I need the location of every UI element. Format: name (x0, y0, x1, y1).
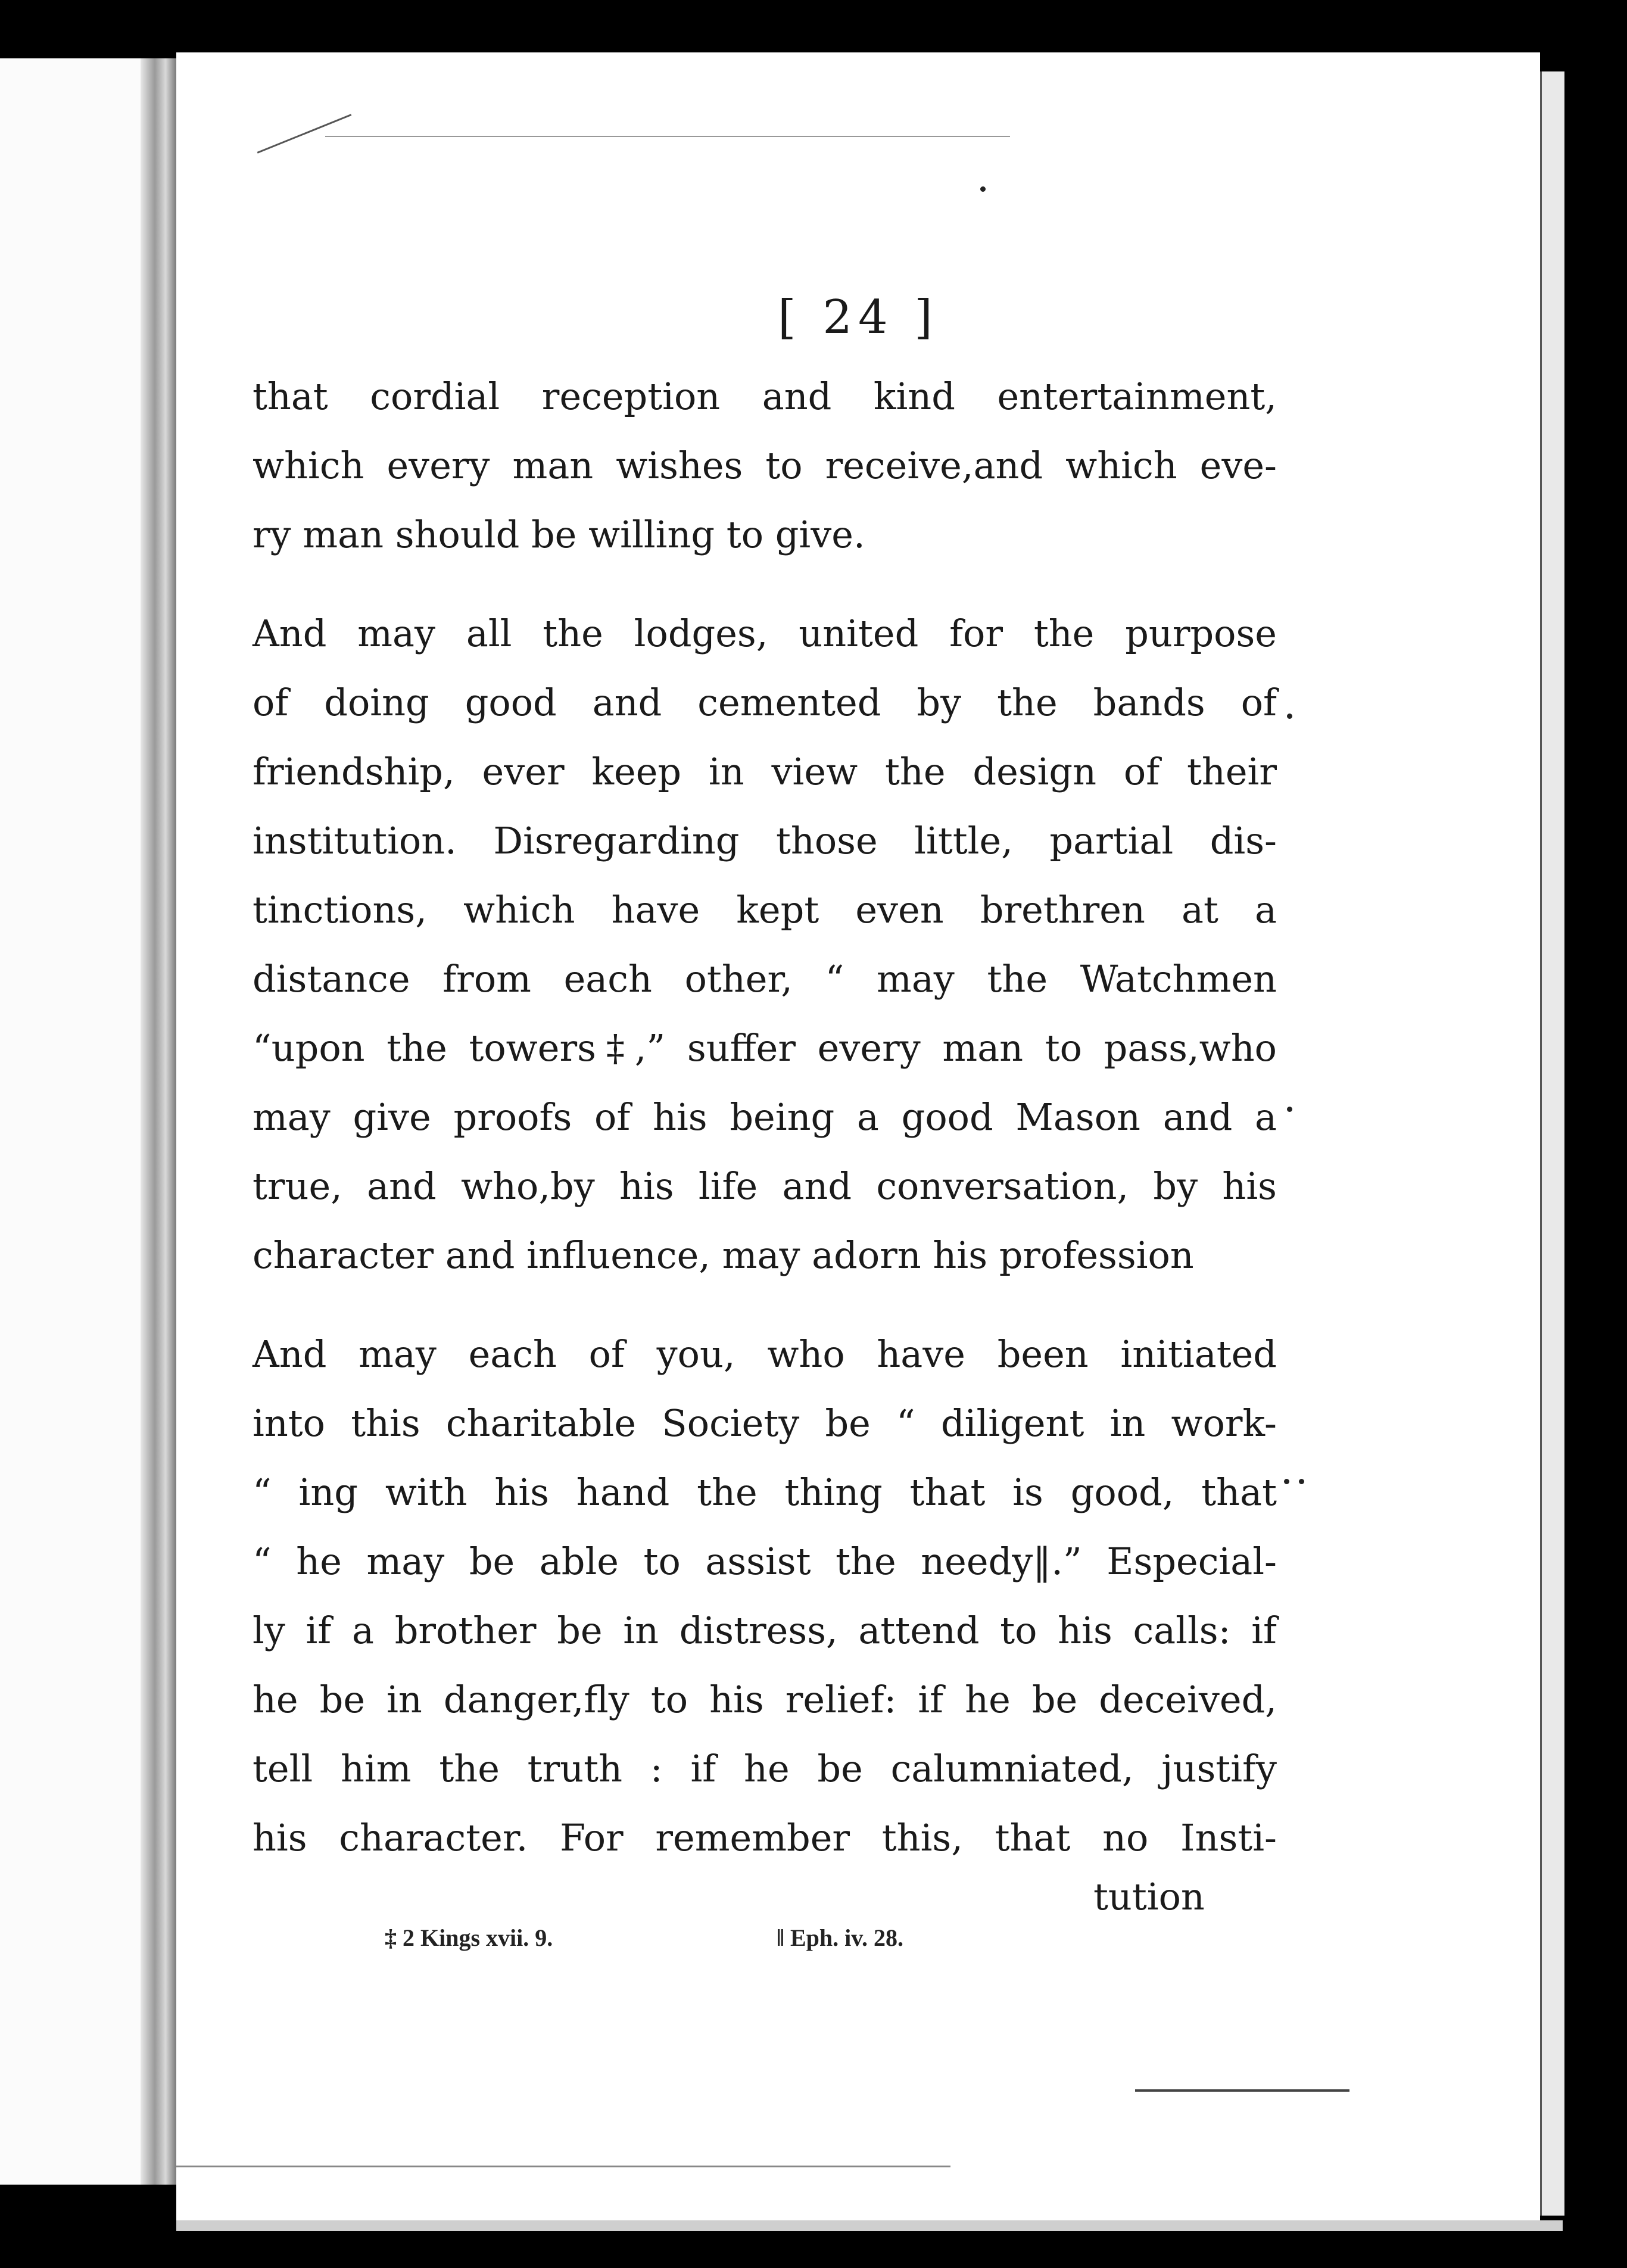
text-line: “ he may be able to assist the needy‖.” Especial- (253, 1540, 1277, 1583)
speck-mark (1287, 714, 1292, 719)
page-number: [ 24 ] (778, 291, 939, 344)
speck-mark (980, 186, 986, 192)
adjacent-page-leaf (0, 58, 141, 2185)
text-line: into this charitable Society be “ diligent in work- (253, 1401, 1277, 1445)
text-line: distance from each other, “ may the Watchmen (253, 957, 1277, 1001)
text-line: ry man should be willing to give. (253, 513, 865, 556)
speck-mark (1299, 1479, 1304, 1484)
page-bottom-edge (176, 2220, 1563, 2231)
bottom-right-mark (1135, 2089, 1349, 2092)
text-line: friendship, ever keep in view the design of their (253, 750, 1277, 793)
text-line: of doing good and cemented by the bands of (253, 681, 1277, 724)
bottom-rule-mark (176, 2166, 950, 2167)
scratch-mark (257, 114, 352, 153)
paragraph (253, 1320, 1277, 1873)
speck-mark (1287, 1107, 1292, 1112)
text-line: tinctions, which have kept even brethren at a (253, 888, 1277, 932)
text-line: he be in danger,fly to his relief: if he be deceived, (253, 1678, 1277, 1721)
paragraph (253, 362, 1277, 569)
text-line: tell him the truth : if he be calumniated, justify (253, 1747, 1277, 1790)
body-text (253, 362, 1277, 1873)
page-gutter-shadow (141, 58, 176, 2185)
text-line: which every man wishes to receive,and which eve- (253, 444, 1277, 487)
text-line: may give proofs of his being a good Mason and a (253, 1095, 1277, 1139)
text-line: And may each of you, who have been initiated (253, 1332, 1277, 1376)
text-line: And may all the lodges, united for the purpose (253, 612, 1277, 655)
book-page (176, 52, 1540, 2220)
text-line: “upon the towers‡,” suffer every man to pass,who (253, 1026, 1277, 1070)
footnote: ‖ Eph. iv. 28. (777, 1924, 904, 1951)
catchword: tution (1093, 1875, 1205, 1918)
text-line: institution. Disregarding those little, partial dis- (253, 819, 1277, 862)
page-right-edge (1540, 71, 1564, 2216)
footnote: ‡ 2 Kings xvii. 9. (385, 1924, 553, 1951)
text-line: that cordial reception and kind entertainment, (253, 375, 1277, 418)
text-line: character and influence, may adorn his profession (253, 1233, 1194, 1277)
top-rule-mark (325, 136, 1010, 137)
text-line: ly if a brother be in distress, attend to his calls: if (253, 1609, 1277, 1652)
text-line: his character. For remember this, that no Insti- (253, 1816, 1277, 1859)
text-line: “ ing with his hand the thing that is good, that (253, 1471, 1277, 1514)
paragraph (253, 599, 1277, 1290)
speck-mark (1284, 1479, 1289, 1484)
text-line: true, and who,by his life and conversation, by his (253, 1164, 1277, 1208)
